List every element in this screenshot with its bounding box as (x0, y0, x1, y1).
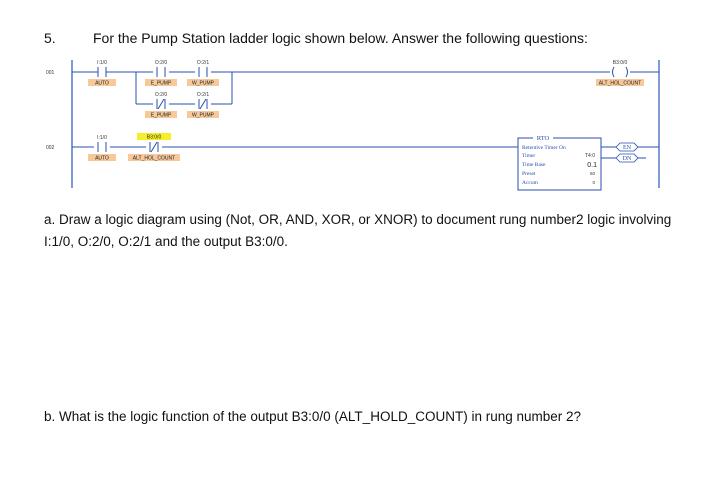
rung-number-1: 001 (46, 70, 55, 76)
contact-address: O:2/0 (154, 92, 168, 98)
contact-address: O:2/1 (196, 92, 210, 98)
rung-number-2: 002 (46, 145, 55, 151)
rung1-contact-e-pump[interactable] (145, 60, 177, 87)
rto-accum-label: Accum (522, 180, 538, 186)
contact-address: O:2/0 (154, 60, 168, 66)
rung1-contact-auto[interactable] (88, 60, 116, 87)
question-a: a. Draw a logic diagram using (Not, OR, AND, XOR, or XNOR) to document rung number2 logic involving I:1/0, O:2/0, O:2/1 and the output B3:0/0. (44, 212, 672, 249)
rung1-parallel-branch (136, 72, 232, 104)
rto-base-label: Time Base (522, 162, 546, 168)
contact-tag: AUTO (95, 155, 109, 162)
question-intro: For the Pump Station ladder logic shown below. Answer the following questions: (93, 30, 588, 46)
contact-tag: W_PUMP (192, 80, 214, 87)
rto-preset-value: 60 (589, 171, 595, 176)
contact-address: I:1/0 (97, 135, 107, 141)
rto-timer-value: T4:0 (584, 153, 595, 159)
contact-tag: E_PUMP (150, 112, 172, 119)
rto-description: Retentive Timer On (522, 145, 566, 151)
rto-dn-output (601, 154, 646, 162)
question-b: b. What is the logic function of the output B3:0/0 (ALT_HOLD_COUNT) in rung number 2? (44, 409, 582, 424)
rto-en-output (601, 143, 659, 151)
contact-tag: W_PUMP (192, 112, 214, 119)
contact-tag: AUTO (95, 80, 109, 87)
rto-title: RTO (536, 135, 550, 142)
rto-preset-label: Preset (522, 171, 536, 177)
rung1-branch-contact-e-pump[interactable] (145, 92, 177, 119)
dn-label: DN (622, 156, 632, 162)
question-number: 5. (44, 30, 56, 46)
rung2-contact-auto[interactable] (88, 135, 116, 162)
rung1-output-coil[interactable] (596, 60, 644, 87)
contact-tag: E_PUMP (150, 80, 172, 87)
contact-address: I:1/0 (97, 60, 107, 66)
rto-timer-label: Timer (522, 153, 536, 159)
rto-base-value: 0.1 (587, 162, 597, 169)
en-label: EN (623, 145, 631, 151)
rung1-contact-w-pump[interactable] (187, 60, 219, 87)
contact-tag: ALT_HOL_COUNT (132, 155, 176, 162)
rung1-branch-contact-w-pump[interactable] (187, 92, 219, 119)
coil-tag: ALT_HOL_COUNT (598, 80, 642, 87)
contact-address: O:2/1 (196, 60, 210, 66)
rto-accum-value: 0 (592, 180, 595, 185)
contact-address: B3:0/0 (146, 134, 162, 141)
rto-instruction-block[interactable] (518, 134, 601, 190)
coil-address: B3:0/0 (612, 60, 628, 66)
ladder-diagram (42, 56, 667, 196)
